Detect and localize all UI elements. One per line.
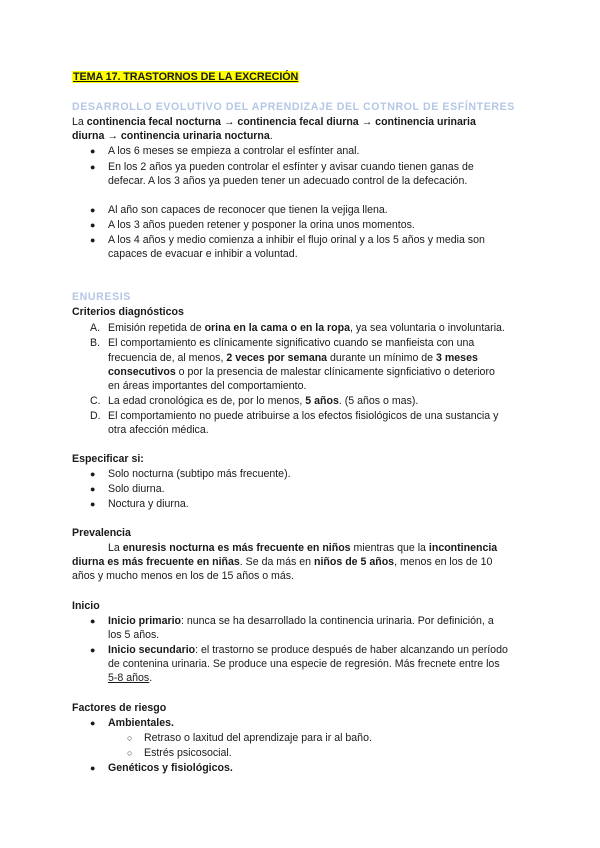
bullet-icon: ● <box>90 616 96 626</box>
criterion-b-line-4: en áreas importantes del comportamiento. <box>108 380 307 392</box>
bullet-icon: ● <box>90 469 96 479</box>
list-item: Noctura y diurna. <box>108 498 189 510</box>
list-letter: A. <box>90 322 101 334</box>
list-letter: D. <box>90 410 101 422</box>
criterion-c: La edad cronológica es de, por lo menos, 5 años. (5 años o mas). <box>108 395 419 407</box>
list-item: Retraso o laxitud del aprendizaje para ir al baño. <box>144 732 372 744</box>
criterion-a: Emisión repetida de orina en la cama o en la ropa, ya sea voluntaria o involuntaria. <box>108 322 505 334</box>
onset-secondary-line-2: de contenina urinaria. Se produce una especie de regresión. Más frecnete entre los <box>108 658 500 670</box>
list-item: Estrés psicosocial. <box>144 747 232 759</box>
prevalence-line-1: La enuresis nocturna es más frecuente en niños mientras que la incontinencia <box>108 542 498 554</box>
bullet-icon: ● <box>90 763 96 773</box>
document-title: TEMA 17. TRASTORNOS DE LA EXCRECIÓN <box>73 71 299 83</box>
list-item-continuation: capaces de evacuar e inhibir a voluntad. <box>108 248 298 260</box>
bullet-icon: ● <box>90 499 96 509</box>
bullet-icon: ● <box>90 205 96 215</box>
bullet-icon: ● <box>90 220 96 230</box>
risk-environmental: Ambientales. <box>108 717 174 729</box>
bullet-icon: ● <box>90 162 96 172</box>
list-item: A los 3 años pueden retener y posponer la orina unos momentos. <box>108 219 415 231</box>
criterion-b-line-2: frecuencia de, al menos, 2 veces por semana durante un mínimo de 3 meses <box>108 352 478 364</box>
intro-line-1: La continencia fecal nocturna → continencia fecal diurna → continencia urinaria <box>72 116 476 128</box>
onset-primary-line-1: Inicio primario: nunca se ha desarrollado la continencia urinaria. Por definición, a <box>108 615 494 627</box>
bullet-icon: ● <box>90 484 96 494</box>
list-letter: B. <box>90 337 101 349</box>
intro-line-2: diurna → continencia urinaria nocturna. <box>72 130 273 142</box>
list-letter: C. <box>90 395 101 407</box>
hollow-bullet-icon: ○ <box>127 748 133 758</box>
section-heading-sphincter: DESARROLLO EVOLUTIVO DEL APRENDIZAJE DEL COTNROL DE ESFÍNTERES <box>72 101 515 113</box>
criteria-title: Criterios diagnósticos <box>72 306 184 318</box>
bullet-icon: ● <box>90 718 96 728</box>
prevalence-title: Prevalencia <box>72 527 131 539</box>
onset-primary-line-2: los 5 años. <box>108 629 160 641</box>
criterion-d-line-1: El comportamiento no puede atribuirse a los efectos fisiológicos de una sustancia y <box>108 410 499 422</box>
list-item: A los 6 meses se empieza a controlar el esfínter anal. <box>108 145 360 157</box>
bullet-icon: ● <box>90 235 96 245</box>
list-item: En los 2 años ya pueden controlar el esfínter y avisar cuando tienen ganas de <box>108 161 474 173</box>
prevalence-line-3: años y mucho menos en los de 15 años o más. <box>72 570 295 582</box>
bullet-icon: ● <box>90 645 96 655</box>
onset-secondary-line-1: Inicio secundario: el trastorno se produce después de haber alcanzando un período <box>108 644 508 656</box>
onset-title: Inicio <box>72 600 100 612</box>
list-item: Al año son capaces de reconocer que tienen la vejiga llena. <box>108 204 388 216</box>
criterion-b-line-3: consecutivos o por la presencia de malestar clínicamente signficiativo o deterioro <box>108 366 495 378</box>
risk-title: Factores de riesgo <box>72 702 167 714</box>
onset-secondary-line-3: 5-8 años. <box>108 672 153 684</box>
bullet-icon: ● <box>90 146 96 156</box>
specify-title: Especificar si: <box>72 453 144 465</box>
list-item-continuation: defecar. A los 3 años ya pueden tener un adecuado control de la defecación. <box>108 175 468 187</box>
criterion-b-line-1: El comportamiento es clínicamente significativo cuando se manfieista con una <box>108 337 475 349</box>
list-item: Solo nocturna (subtipo más frecuente). <box>108 468 291 480</box>
hollow-bullet-icon: ○ <box>127 733 133 743</box>
list-item: A los 4 años y medio comienza a inhibir el flujo orinal y a los 5 años y media son <box>108 234 485 246</box>
risk-genetic: Genéticos y fisiológicos. <box>108 762 233 774</box>
prevalence-line-2: diurna es más frecuente en niñas. Se da más en niños de 5 años, menos en los de 10 <box>72 556 493 568</box>
list-item: Solo diurna. <box>108 483 165 495</box>
criterion-d-line-2: otra afección médica. <box>108 424 209 436</box>
section-heading-enuresis: ENURESIS <box>72 291 131 303</box>
